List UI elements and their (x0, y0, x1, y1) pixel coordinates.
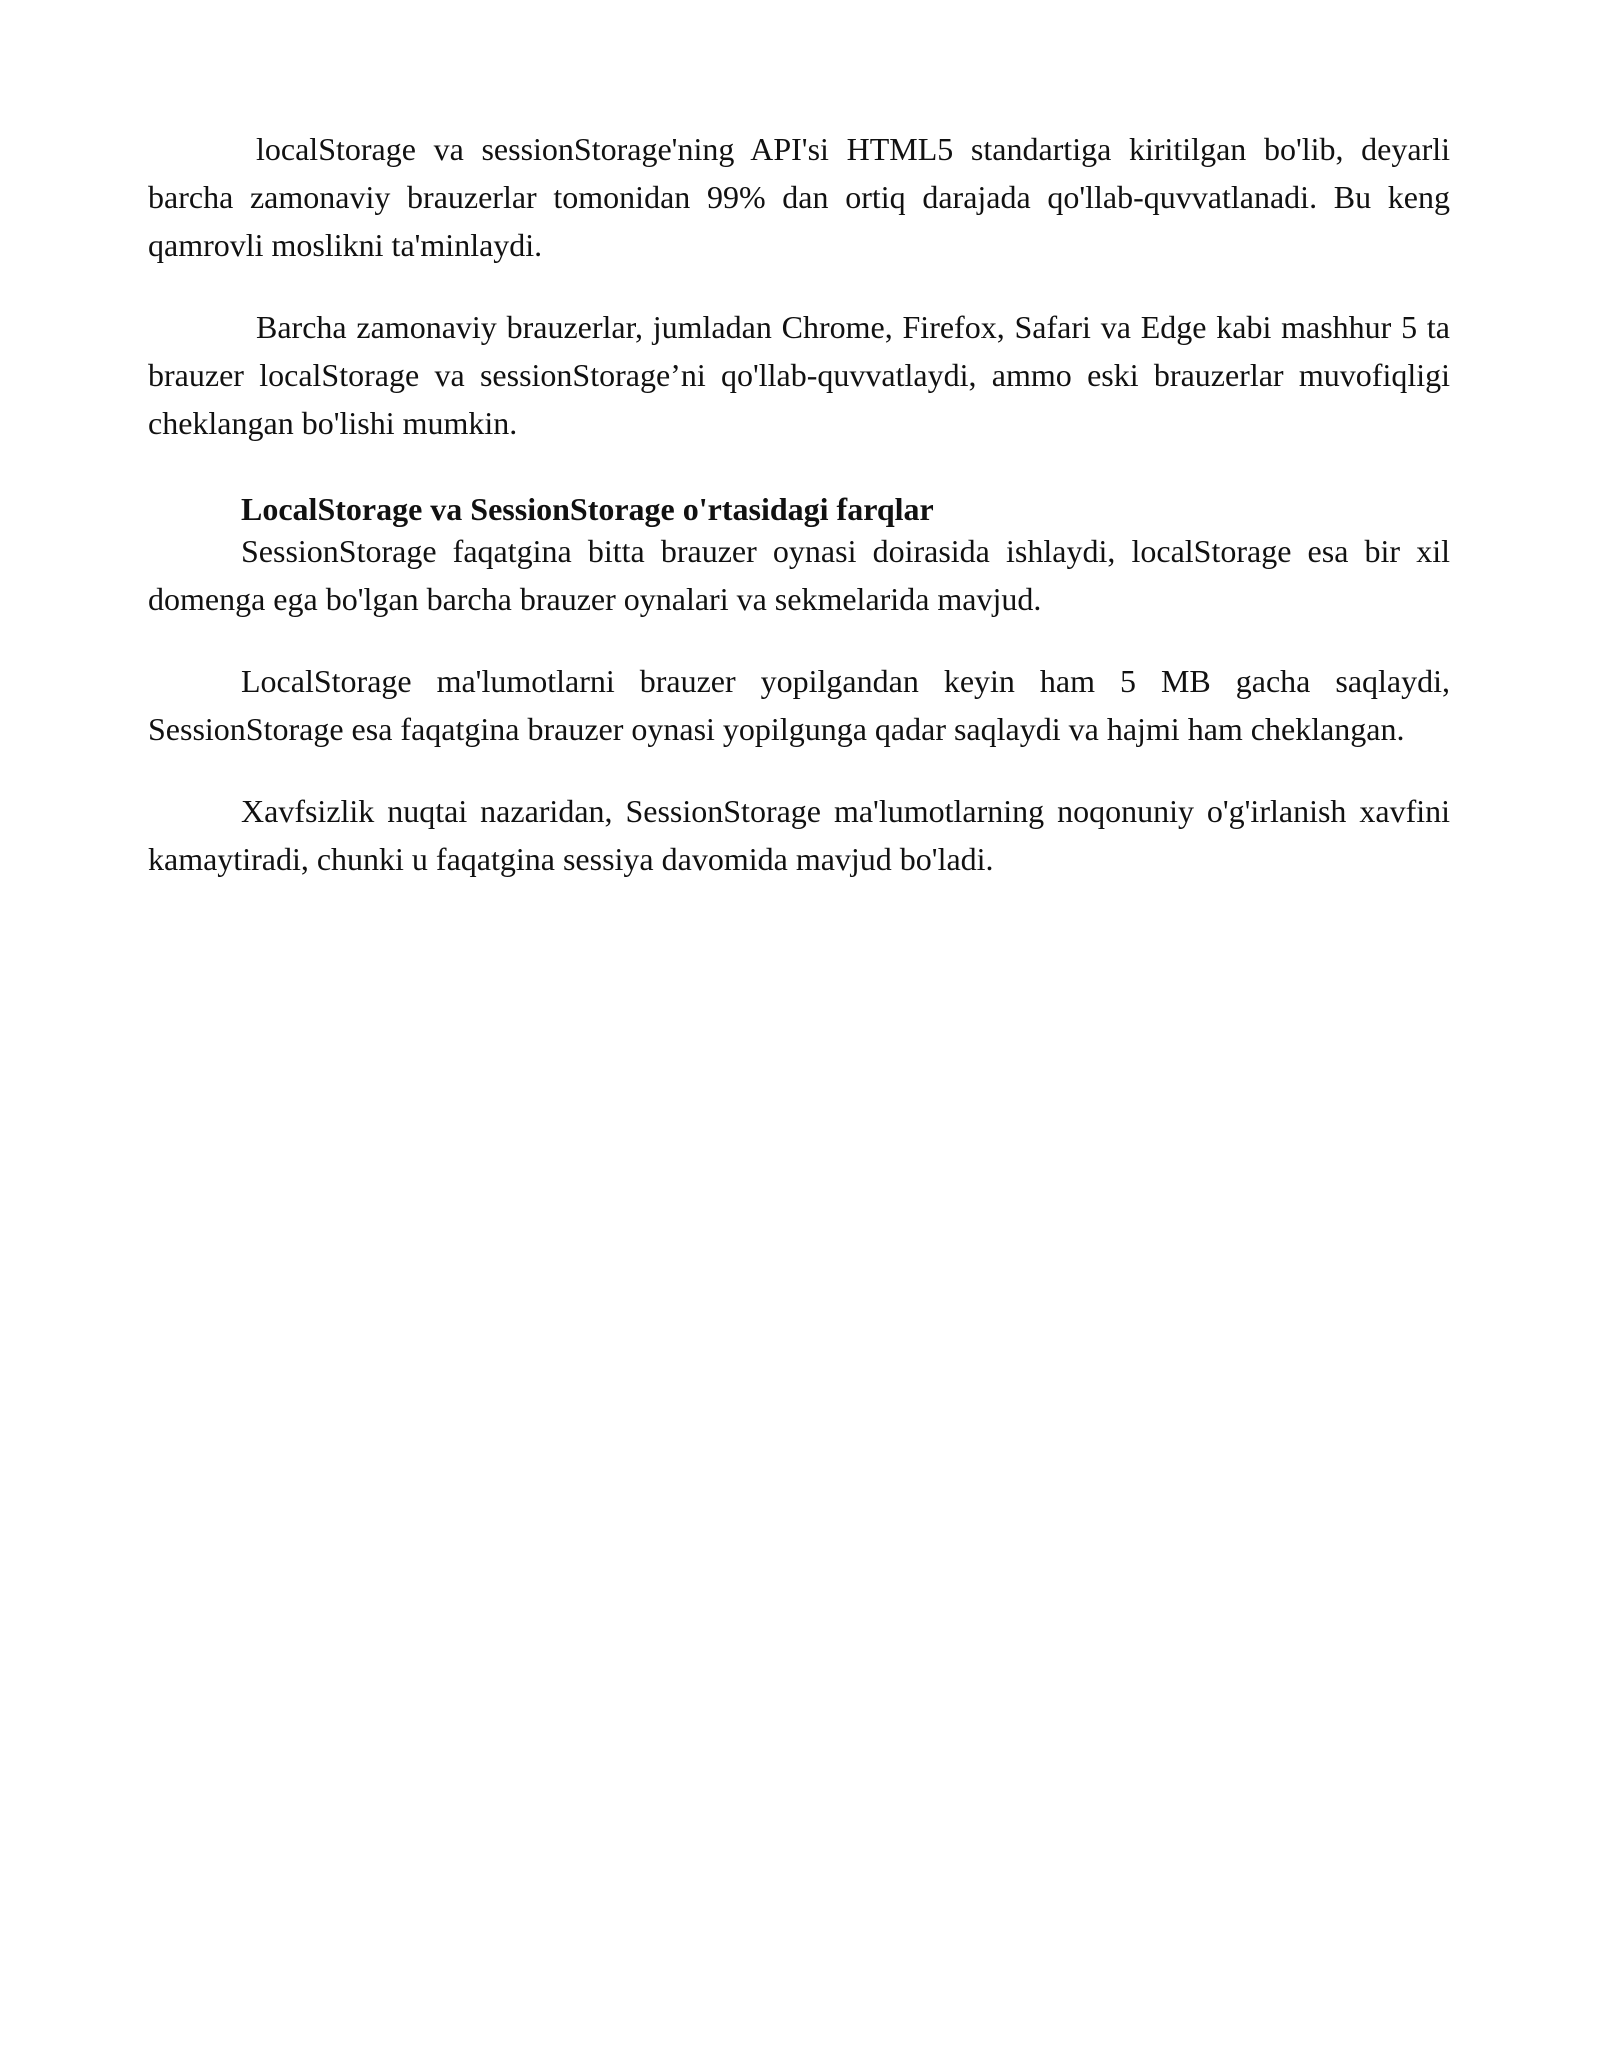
paragraph-storage-duration: LocalStorage ma'lumotlarni brauzer yopilgandan keyin ham 5 MB gacha saqlaydi, SessionStorage esa faqatgina brauzer oynasi yopilgunga qadar saqlaydi va hajmi ham cheklangan. (148, 663, 1450, 747)
paragraph-modern-browsers: Barcha zamonaviy brauzerlar, jumladan Chrome, Firefox, Safari va Edge kabi mashhur 5 ta brauzer localStorage va sessionStorage’ni qo'llab-quvvatlaydi, ammo eski brauzerlar muvofiqligi cheklangan bo'lishi mumkin. (148, 309, 1450, 441)
section-heading: LocalStorage va SessionStorage o'rtasidagi farqlar (241, 491, 934, 527)
paragraph-security: Xavfsizlik nuqtai nazaridan, SessionStorage ma'lumotlarning noqonuniy o'g'irlanish xavfini kamaytiradi, chunki u faqatgina sessiya davomida mavjud bo'ladi. (148, 793, 1450, 877)
paragraph-scope-difference: SessionStorage faqatgina bitta brauzer oynasi doirasida ishlaydi, localStorage esa bir xil domenga ega bo'lgan barcha brauzer oynalari va sekmelarida mavjud. (148, 533, 1450, 617)
document-page (148, 125, 1450, 883)
paragraph-browser-support: localStorage va sessionStorage'ning API'si HTML5 standartiga kiritilgan bo'lib, deyarli barcha zamonaviy brauzerlar tomonidan 99% dan ortiq darajada qo'llab-quvvatlanadi. Bu keng qamrovli moslikni ta'minlaydi. (148, 131, 1450, 263)
